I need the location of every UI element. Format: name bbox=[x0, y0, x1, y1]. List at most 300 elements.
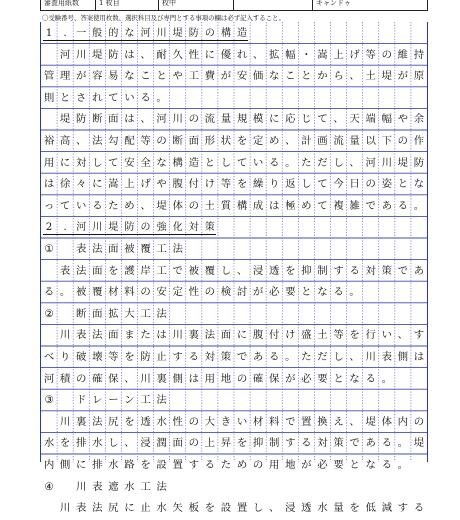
answer-char: 日 bbox=[349, 178, 360, 191]
answer-char: 板 bbox=[188, 502, 199, 515]
answer-char: 、 bbox=[285, 135, 296, 147]
answer-char: ら bbox=[333, 70, 344, 83]
answer-char: 川 bbox=[365, 351, 376, 363]
answer-char: 堤 bbox=[108, 222, 119, 234]
answer-char: 面 bbox=[92, 264, 103, 277]
answer-char: 般 bbox=[92, 28, 103, 39]
answer-char: 流 bbox=[204, 113, 216, 126]
answer-char: 量 bbox=[333, 502, 344, 515]
answer-line bbox=[41, 346, 427, 368]
answer-char: 尻 bbox=[108, 415, 119, 428]
answer-char: 応 bbox=[285, 113, 296, 126]
answer-char: 、 bbox=[349, 351, 360, 363]
answer-char: 堤 bbox=[381, 70, 392, 83]
answer-char: は bbox=[269, 199, 280, 212]
answer-char: る bbox=[333, 286, 344, 299]
answer-char: の bbox=[140, 286, 151, 299]
answer-char: 量 bbox=[349, 135, 360, 147]
answer-char: 。 bbox=[349, 286, 360, 299]
answer-char: 定 bbox=[252, 135, 264, 147]
answer-char: の bbox=[204, 28, 215, 39]
answer-char: 制 bbox=[269, 437, 280, 450]
answer-char: で bbox=[365, 199, 376, 212]
answer-char: 地 bbox=[220, 372, 232, 385]
answer-char: 、 bbox=[140, 199, 151, 212]
answer-char: 的 bbox=[108, 28, 119, 39]
answer-line bbox=[41, 324, 427, 346]
answer-sheet-header bbox=[40, 0, 428, 11]
answer-char: じ bbox=[301, 113, 312, 126]
answer-char: る bbox=[413, 502, 425, 515]
answer-char: 上 bbox=[204, 437, 216, 450]
header-cell-sheet-number: 1 枚目 bbox=[96, 0, 159, 10]
answer-char: て bbox=[108, 156, 119, 169]
answer-char: 水 bbox=[156, 415, 167, 428]
answer-char: 土 bbox=[317, 329, 328, 342]
answer-char bbox=[57, 238, 73, 260]
answer-char: 用 bbox=[204, 372, 216, 385]
answer-char: 久 bbox=[172, 48, 183, 61]
answer-char: で bbox=[172, 264, 183, 277]
answer-char: し bbox=[301, 178, 312, 191]
answer-char: し bbox=[333, 351, 344, 363]
answer-char: 面 bbox=[108, 329, 119, 342]
answer-char: 法 bbox=[156, 394, 167, 407]
answer-char: 構 bbox=[172, 156, 183, 169]
heading-underline bbox=[43, 234, 216, 235]
answer-char: を bbox=[236, 437, 248, 450]
answer-char: と bbox=[349, 459, 360, 471]
answer-line bbox=[41, 65, 427, 87]
header-cell-total: 枚中 bbox=[159, 0, 234, 10]
answer-char: 防 bbox=[124, 222, 135, 234]
answer-char: を bbox=[285, 264, 296, 277]
answer-char: ー bbox=[108, 394, 119, 407]
answer-char: 規 bbox=[236, 113, 248, 126]
answer-char: 抑 bbox=[301, 264, 312, 277]
answer-char: 法 bbox=[156, 480, 167, 493]
answer-char: 表 bbox=[76, 502, 87, 515]
answer-char: 等 bbox=[108, 351, 119, 363]
answer-char: 堤 bbox=[172, 28, 183, 39]
answer-char: 確 bbox=[252, 372, 264, 385]
answer-char: 一 bbox=[76, 28, 87, 39]
answer-char: 法 bbox=[156, 307, 167, 320]
answer-char: と bbox=[204, 156, 216, 169]
answer-char: 管 bbox=[43, 70, 55, 83]
answer-char: き bbox=[220, 415, 232, 428]
answer-char: 流 bbox=[333, 135, 344, 147]
answer-line bbox=[41, 195, 427, 217]
answer-char: で bbox=[397, 264, 409, 277]
answer-char: と bbox=[156, 70, 167, 83]
answer-char: た bbox=[220, 459, 232, 471]
answer-char: を bbox=[140, 459, 151, 471]
answer-char: 必 bbox=[317, 459, 328, 471]
answer-char: 検 bbox=[220, 286, 232, 299]
answer-char: 耐 bbox=[156, 48, 167, 61]
header-cell-field: キャンドゥ bbox=[316, 0, 351, 7]
answer-char: の bbox=[204, 286, 216, 299]
answer-char: す bbox=[333, 264, 344, 277]
answer-char: 水 bbox=[124, 480, 135, 493]
answer-char: 性 bbox=[188, 286, 199, 299]
answer-char: 破 bbox=[76, 351, 87, 363]
answer-char: 、 bbox=[76, 135, 87, 147]
answer-char: 量 bbox=[220, 113, 232, 126]
answer-char: 川 bbox=[92, 222, 103, 234]
answer-char: と bbox=[301, 70, 312, 83]
answer-char: が bbox=[220, 70, 232, 83]
answer-char bbox=[41, 44, 57, 66]
answer-char: 上 bbox=[124, 178, 135, 191]
answer-char: を bbox=[108, 264, 119, 277]
answer-char: 法 bbox=[92, 415, 103, 428]
answer-char: 法 bbox=[92, 243, 103, 255]
answer-char: な bbox=[349, 372, 360, 385]
answer-char: け bbox=[204, 178, 216, 191]
answer-char: 模 bbox=[252, 113, 264, 126]
header-cell-sheets-label: 審査用紙数 bbox=[41, 0, 96, 10]
answer-char: 工 bbox=[140, 307, 151, 320]
answer-char: 川 bbox=[59, 502, 71, 515]
answer-char: 裏 bbox=[156, 372, 167, 385]
answer-char: 設 bbox=[156, 459, 167, 471]
answer-char: あ bbox=[252, 351, 264, 363]
answer-char: る bbox=[269, 156, 280, 169]
answer-char: . bbox=[63, 222, 67, 234]
answer-char: 抑 bbox=[252, 437, 264, 450]
answer-line bbox=[41, 389, 427, 411]
answer-char: 堤 bbox=[156, 199, 167, 212]
answer-char: 大 bbox=[204, 415, 216, 428]
answer-char: 要 bbox=[333, 459, 344, 471]
answer-char: 要 bbox=[285, 286, 296, 299]
answer-char: る bbox=[140, 91, 151, 104]
answer-char: が bbox=[76, 70, 87, 83]
answer-char: 被 bbox=[124, 243, 135, 255]
answer-char: 材 bbox=[252, 415, 264, 428]
answer-char: 工 bbox=[140, 480, 151, 493]
answer-char: 策 bbox=[381, 264, 392, 277]
answer-char: い bbox=[124, 91, 135, 104]
answer-char: り bbox=[269, 178, 280, 191]
answer-char: た bbox=[140, 329, 151, 342]
answer-char: 表 bbox=[381, 351, 392, 363]
answer-char: る bbox=[92, 199, 103, 212]
answer-char: 保 bbox=[269, 372, 280, 385]
answer-char: 排 bbox=[92, 459, 103, 471]
answer-char: 策 bbox=[220, 351, 232, 363]
answer-char: な bbox=[269, 70, 280, 83]
answer-char: て bbox=[317, 178, 328, 191]
answer-char: 堤 bbox=[365, 415, 376, 428]
answer-char: 止 bbox=[140, 502, 151, 515]
answer-char: 保 bbox=[108, 372, 119, 385]
answer-char: れ bbox=[236, 48, 248, 61]
answer-char: 質 bbox=[220, 199, 232, 212]
answer-char: 水 bbox=[317, 502, 328, 515]
answer-char: 繰 bbox=[252, 178, 264, 191]
answer-char: 側 bbox=[172, 372, 183, 385]
answer-char: 盛 bbox=[301, 329, 312, 342]
answer-char: 法 bbox=[92, 502, 103, 515]
answer-char: 状 bbox=[220, 135, 232, 147]
answer-char: 水 bbox=[156, 502, 167, 515]
answer-char: 表 bbox=[76, 329, 87, 342]
answer-char: 要 bbox=[317, 372, 328, 385]
answer-char: の bbox=[188, 113, 199, 126]
answer-char: 徐 bbox=[59, 178, 71, 191]
answer-char: の bbox=[76, 372, 87, 385]
answer-line bbox=[41, 497, 427, 519]
answer-char: 討 bbox=[236, 286, 248, 299]
answer-char: 、 bbox=[124, 372, 135, 385]
answer-char: 。 bbox=[156, 91, 167, 104]
answer-char: 高 bbox=[59, 135, 71, 147]
answer-char: に bbox=[204, 48, 216, 61]
answer-char bbox=[41, 497, 57, 519]
answer-char: 、 bbox=[252, 48, 264, 61]
answer-char: す bbox=[188, 459, 199, 471]
answer-char: 断 bbox=[172, 135, 183, 147]
answer-char: 行 bbox=[365, 329, 376, 342]
answer-line bbox=[41, 216, 427, 238]
answer-char: 断 bbox=[76, 307, 87, 320]
answer-line bbox=[41, 368, 427, 390]
answer-char: て bbox=[59, 199, 71, 212]
answer-char: 必 bbox=[269, 286, 280, 299]
answer-char: 。 bbox=[397, 459, 409, 471]
answer-char: 面 bbox=[220, 329, 232, 342]
answer-char: 潤 bbox=[156, 437, 167, 450]
answer-char: て bbox=[317, 199, 328, 212]
answer-char: 則 bbox=[43, 91, 55, 104]
answer-char: 遮 bbox=[108, 480, 119, 493]
answer-char: 、 bbox=[140, 113, 151, 126]
answer-char: し bbox=[333, 156, 344, 169]
answer-char: 覆 bbox=[92, 286, 103, 299]
answer-char: 成 bbox=[252, 199, 264, 212]
answer-char: 画 bbox=[317, 135, 328, 147]
answer-char: め bbox=[269, 135, 280, 147]
answer-char: 積 bbox=[59, 372, 71, 385]
answer-char: の bbox=[252, 459, 264, 471]
answer-char: を bbox=[124, 415, 135, 428]
answer-char: 川 bbox=[76, 480, 87, 493]
answer-char: を bbox=[124, 351, 135, 363]
answer-char: げ bbox=[349, 48, 360, 61]
answer-char: . bbox=[63, 28, 67, 39]
answer-char: 維 bbox=[397, 48, 409, 61]
answer-char: の bbox=[156, 135, 167, 147]
answer-char: 今 bbox=[333, 178, 344, 191]
answer-char: だ bbox=[317, 156, 328, 169]
answer-char: 。 bbox=[381, 372, 392, 385]
answer-char: 透 bbox=[140, 415, 151, 428]
answer-char: 防 bbox=[108, 48, 119, 61]
answer-char: け bbox=[285, 329, 296, 342]
answer-char: 内 bbox=[43, 459, 55, 471]
answer-char: 置 bbox=[172, 459, 183, 471]
answer-line bbox=[41, 130, 427, 152]
answer-char: 防 bbox=[76, 113, 87, 126]
answer-char: 料 bbox=[124, 286, 135, 299]
answer-char: 強 bbox=[156, 222, 167, 234]
answer-char: 作 bbox=[413, 135, 425, 147]
answer-char: 等 bbox=[220, 178, 232, 191]
answer-char: と bbox=[301, 286, 312, 299]
answer-grid-sheet bbox=[40, 22, 428, 515]
answer-char: 表 bbox=[92, 480, 103, 493]
answer-char bbox=[57, 303, 73, 325]
answer-char: さ bbox=[76, 91, 87, 104]
answer-char: 下 bbox=[381, 135, 392, 147]
answer-char: 河 bbox=[76, 222, 87, 234]
answer-char: ド bbox=[76, 394, 87, 407]
answer-char: 川 bbox=[156, 28, 167, 39]
answer-char: 腹 bbox=[252, 329, 264, 342]
answer-char: 安 bbox=[156, 286, 167, 299]
answer-char: し bbox=[252, 502, 264, 515]
answer-char: 幅 bbox=[381, 113, 392, 126]
answer-char: 形 bbox=[204, 135, 216, 147]
answer-char: な bbox=[124, 28, 135, 39]
answer-char: す bbox=[397, 502, 409, 515]
answer-char: 透 bbox=[301, 502, 312, 515]
answer-char: 矢 bbox=[172, 502, 183, 515]
answer-char: な bbox=[124, 70, 135, 83]
answer-char: し bbox=[220, 264, 232, 277]
answer-line bbox=[41, 22, 427, 44]
answer-char: る bbox=[397, 199, 409, 212]
answer-char: 河 bbox=[43, 372, 55, 385]
answer-char: 覆 bbox=[204, 264, 216, 277]
answer-char: 、 bbox=[124, 437, 135, 450]
answer-char: 川 bbox=[172, 329, 183, 342]
answer-char: 被 bbox=[188, 264, 199, 277]
answer-char: は bbox=[124, 48, 135, 61]
answer-char: 制 bbox=[317, 264, 328, 277]
answer-char: か bbox=[317, 70, 328, 83]
answer-char: め bbox=[301, 199, 312, 212]
answer-char: え bbox=[333, 415, 344, 428]
answer-char: 防 bbox=[413, 156, 425, 169]
answer-char: 。 bbox=[59, 286, 71, 299]
answer-char: 定 bbox=[172, 286, 183, 299]
answer-char: や bbox=[172, 70, 183, 83]
answer-char: は bbox=[156, 329, 167, 342]
answer-char: 壊 bbox=[92, 351, 103, 363]
answer-char: の bbox=[365, 178, 376, 191]
answer-line bbox=[41, 87, 427, 109]
answer-char: 構 bbox=[236, 199, 248, 212]
answer-char: 防 bbox=[140, 351, 151, 363]
answer-char: は bbox=[413, 351, 425, 363]
answer-char: 裕 bbox=[43, 135, 55, 147]
answer-char: 地 bbox=[285, 459, 296, 471]
answer-char: る bbox=[269, 351, 280, 363]
answer-char bbox=[41, 411, 57, 433]
answer-char: し bbox=[220, 156, 232, 169]
answer-char: 用 bbox=[43, 156, 55, 169]
answer-char: る bbox=[349, 264, 360, 277]
answer-char: 水 bbox=[108, 459, 119, 471]
answer-line bbox=[41, 454, 427, 476]
answer-char: 置 bbox=[301, 415, 312, 428]
answer-char: 川 bbox=[381, 156, 392, 169]
answer-char: に bbox=[269, 113, 280, 126]
answer-char: な bbox=[365, 459, 376, 471]
answer-char: 配 bbox=[124, 135, 135, 147]
answer-char: 必 bbox=[301, 372, 312, 385]
answer-char: で bbox=[349, 437, 360, 450]
answer-char: 費 bbox=[204, 70, 216, 83]
answer-char: 面 bbox=[188, 135, 199, 147]
answer-char: 置 bbox=[236, 502, 248, 515]
answer-char: し bbox=[92, 156, 103, 169]
answer-char: げ bbox=[140, 178, 151, 191]
answer-char: ま bbox=[124, 329, 135, 342]
answer-char: 、 bbox=[140, 48, 151, 61]
answer-char: な bbox=[317, 286, 328, 299]
answer-char: 堤 bbox=[413, 437, 425, 450]
answer-char: 工 bbox=[188, 70, 199, 83]
answer-char: 面 bbox=[172, 437, 183, 450]
answer-char: 勾 bbox=[108, 135, 119, 147]
answer-char: 裏 bbox=[76, 415, 87, 428]
answer-char: 川 bbox=[140, 372, 151, 385]
answer-char: で bbox=[285, 415, 296, 428]
answer-line bbox=[41, 303, 427, 325]
answer-char: 尻 bbox=[108, 502, 119, 515]
answer-line bbox=[41, 411, 427, 433]
answer-char: 浸 bbox=[140, 437, 151, 450]
answer-char: 確 bbox=[92, 372, 103, 385]
answer-char: と bbox=[59, 91, 71, 104]
answer-line bbox=[41, 44, 427, 66]
answer-char bbox=[57, 389, 73, 411]
header-cell-blank bbox=[234, 0, 313, 10]
answer-char: い bbox=[76, 199, 87, 212]
answer-char: が bbox=[397, 70, 409, 83]
answer-char: 端 bbox=[365, 113, 376, 126]
answer-line bbox=[41, 238, 427, 260]
answer-char: 拡 bbox=[108, 307, 119, 320]
answer-char: 料 bbox=[269, 415, 280, 428]
answer-char: 減 bbox=[381, 502, 392, 515]
answer-char: 姿 bbox=[381, 178, 392, 191]
answer-char: で bbox=[236, 351, 248, 363]
answer-char: 堤 bbox=[92, 48, 103, 61]
answer-char: 水 bbox=[43, 437, 55, 450]
answer-char: に bbox=[92, 178, 103, 191]
answer-char: 嵩 bbox=[108, 178, 119, 191]
answer-char: 極 bbox=[285, 199, 296, 212]
answer-char: 、 bbox=[397, 329, 409, 342]
answer-char: る bbox=[365, 372, 376, 385]
answer-char: 理 bbox=[59, 70, 71, 83]
answer-char: 川 bbox=[76, 48, 87, 61]
answer-char: を bbox=[349, 502, 360, 515]
answer-char: 低 bbox=[365, 502, 376, 515]
answer-char: 防 bbox=[188, 28, 199, 39]
answer-char: 透 bbox=[269, 264, 280, 277]
answer-char: 止 bbox=[156, 351, 167, 363]
answer-char: に bbox=[59, 156, 71, 169]
answer-line bbox=[41, 260, 427, 282]
answer-char: 、 bbox=[236, 264, 248, 277]
